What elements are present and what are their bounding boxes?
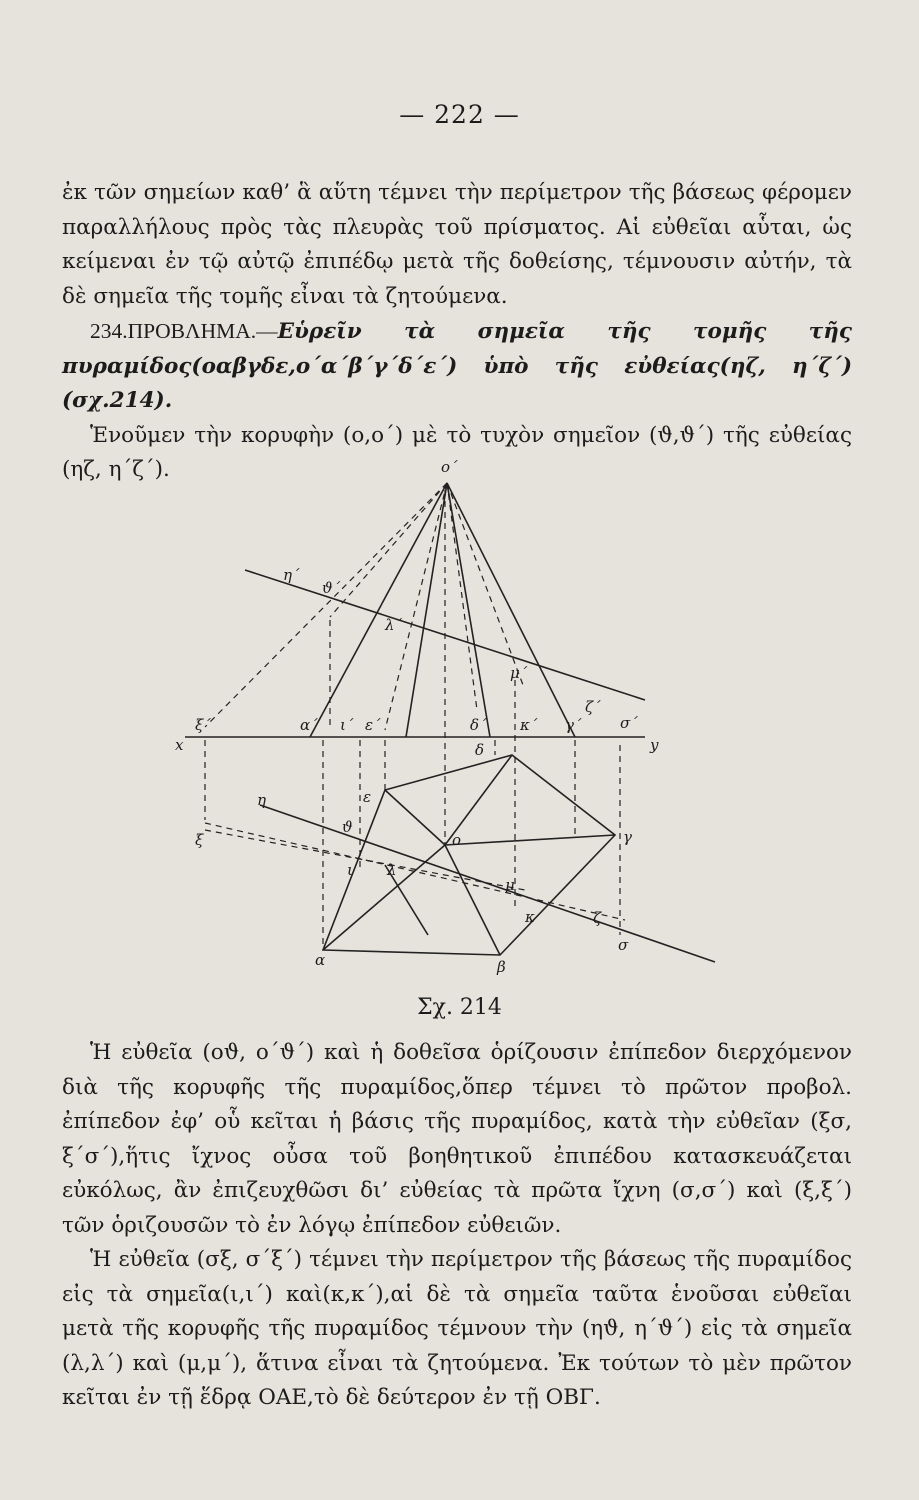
edge-elevation <box>447 483 490 737</box>
aux-dashed <box>447 483 523 685</box>
edge-elevation <box>447 483 575 737</box>
label: x <box>175 736 184 754</box>
label: ζ <box>593 909 602 927</box>
label: ε <box>363 788 372 806</box>
aux-dashed <box>205 830 525 890</box>
aux-dashed <box>330 483 447 617</box>
label: σ΄ <box>620 714 638 732</box>
paragraph: Ἡ εὐθεῖα (οϑ, ο΄ϑ΄) καὶ ἡ δοθεῖσα ὁρίζουσιν ἐπίπεδον διερχόμενον διὰ τῆς κορυφῆς τῆς πυραμίδος,ὅπερ τέμνει τὸ πρῶτον προβολ. ἐπίπεδον ἐφ’ οὗ κεῖται ἡ βάσις τῆς πυραμίδος, κατὰ τὴν εὐθεῖαν (ξσ, ξ΄σ΄),ἥτις ἴχνος οὖσα τοῦ βοηθητικοῦ ἐπιπέδου κατασκευάζεται εὐκόλως, ἂν ἐπιζευχθῶσι δι’ εὐθείας τὰ πρῶτα ἴχνη (σ,σ΄) καὶ (ξ,ξ΄) τῶν ὁριζουσῶν τὸ ἐν λόγῳ ἐπίπεδον εὐθειῶν. <box>62 1040 852 1238</box>
problem-number: 234.ΠΡΟΒΛΗΜΑ.— <box>90 319 278 343</box>
base-pentagon <box>323 755 615 955</box>
label: ο΄ <box>441 458 458 476</box>
label: ε΄ <box>365 716 381 734</box>
label: γ <box>623 828 632 846</box>
label: ι΄ <box>340 716 354 734</box>
label: γ΄ <box>565 716 582 734</box>
problem-statement: Εὑρεῖν τὰ σημεῖα τῆς τομῆς τῆς πυραμίδος(οαβγδε,ο΄α΄β΄γ΄δ΄ε΄) ὑπὸ τῆς εὐθείας(ηζ, η΄ζ΄) (σχ.214). <box>62 319 852 413</box>
label: λ <box>387 861 397 879</box>
label: η΄ <box>283 566 300 584</box>
label: ϑ΄ <box>322 579 341 597</box>
edge-plan <box>385 790 445 845</box>
figure-caption: Σχ. 214 <box>417 995 502 1020</box>
label: μ <box>505 876 515 894</box>
label: σ <box>618 936 629 954</box>
label: ζ΄ <box>585 698 601 716</box>
edge-plan <box>445 835 615 845</box>
aux-dashed <box>385 483 447 730</box>
label: δ΄ <box>470 716 487 734</box>
paragraph: Ἑνοῦμεν τὴν κορυφὴν (ο,ο΄) μὲ τὸ τυχὸν σημεῖον (ϑ,ϑ΄) τῆς εὐθείας (ηζ, η΄ζ΄). <box>62 422 852 482</box>
edge-plan <box>445 845 500 955</box>
label: ϑ <box>342 818 353 836</box>
aux-dashed <box>447 483 477 710</box>
page-number: — 222 — <box>399 100 520 129</box>
paragraph: ἐκ τῶν σημείων καθ’ ἃ αὕτη τέμνει τὴν περίμετρον τῆς βάσεως φέρομεν παραλλήλους πρὸς τὰς πλευρὰς τοῦ πρίσματος. Αἱ εὐθεῖαι αὗται, ὡς κείμεναι ἐν τῷ αὐτῷ ἐπιπέδῳ μετὰ τῆς δοθείσης, τέμνουσιν αὐτήν, τὰ δὲ σημεῖα τῆς τομῆς εἶναι τὰ ζητούμενα. <box>62 180 852 309</box>
text-block-top <box>62 176 852 488</box>
label: η <box>257 791 266 809</box>
label: λ΄ <box>385 616 403 634</box>
problem-paragraph <box>62 314 852 419</box>
aux-dashed <box>205 483 447 727</box>
label: ο <box>452 831 462 849</box>
label: α΄ <box>300 716 318 734</box>
label: ξ΄ <box>195 716 211 734</box>
label: β <box>497 958 506 976</box>
label: κ <box>525 908 535 926</box>
label: ξ <box>195 831 204 849</box>
text-block-bottom <box>62 1036 852 1416</box>
label: δ <box>475 741 485 759</box>
label: ι <box>347 861 353 879</box>
figure-labels <box>175 458 659 976</box>
label: y <box>650 736 659 754</box>
paragraph: Ἡ εὐθεῖα (σξ, σ΄ξ΄) τέμνει τὴν περίμετρον τῆς βάσεως τῆς πυραμίδος εἰς τὰ σημεῖα(ι,ι΄) καὶ(κ,κ΄),αἱ δὲ τὰ σημεῖα ταῦτα ἑνοῦσαι εὐθεῖαι μετὰ τῆς κορυφῆς τῆς πυραμίδος τέμνουν τὴν (ηϑ, η΄ϑ΄) εἰς τὰ σημεῖα (λ,λ΄) καὶ (μ,μ΄), ἅτινα εἶναι τὰ ζητούμενα. Ἐκ τούτων τὸ μὲν πρῶτον κεῖται ἐν τῇ ἕδρᾳ ΟΑΕ,τὸ δὲ δεύτερον ἐν τῇ ΟΒΓ. <box>62 1247 852 1410</box>
figure-214 <box>175 450 735 980</box>
label: κ΄ <box>520 716 538 734</box>
label: μ΄ <box>510 664 528 682</box>
label: α <box>315 951 326 969</box>
figure-dashed <box>205 483 625 950</box>
